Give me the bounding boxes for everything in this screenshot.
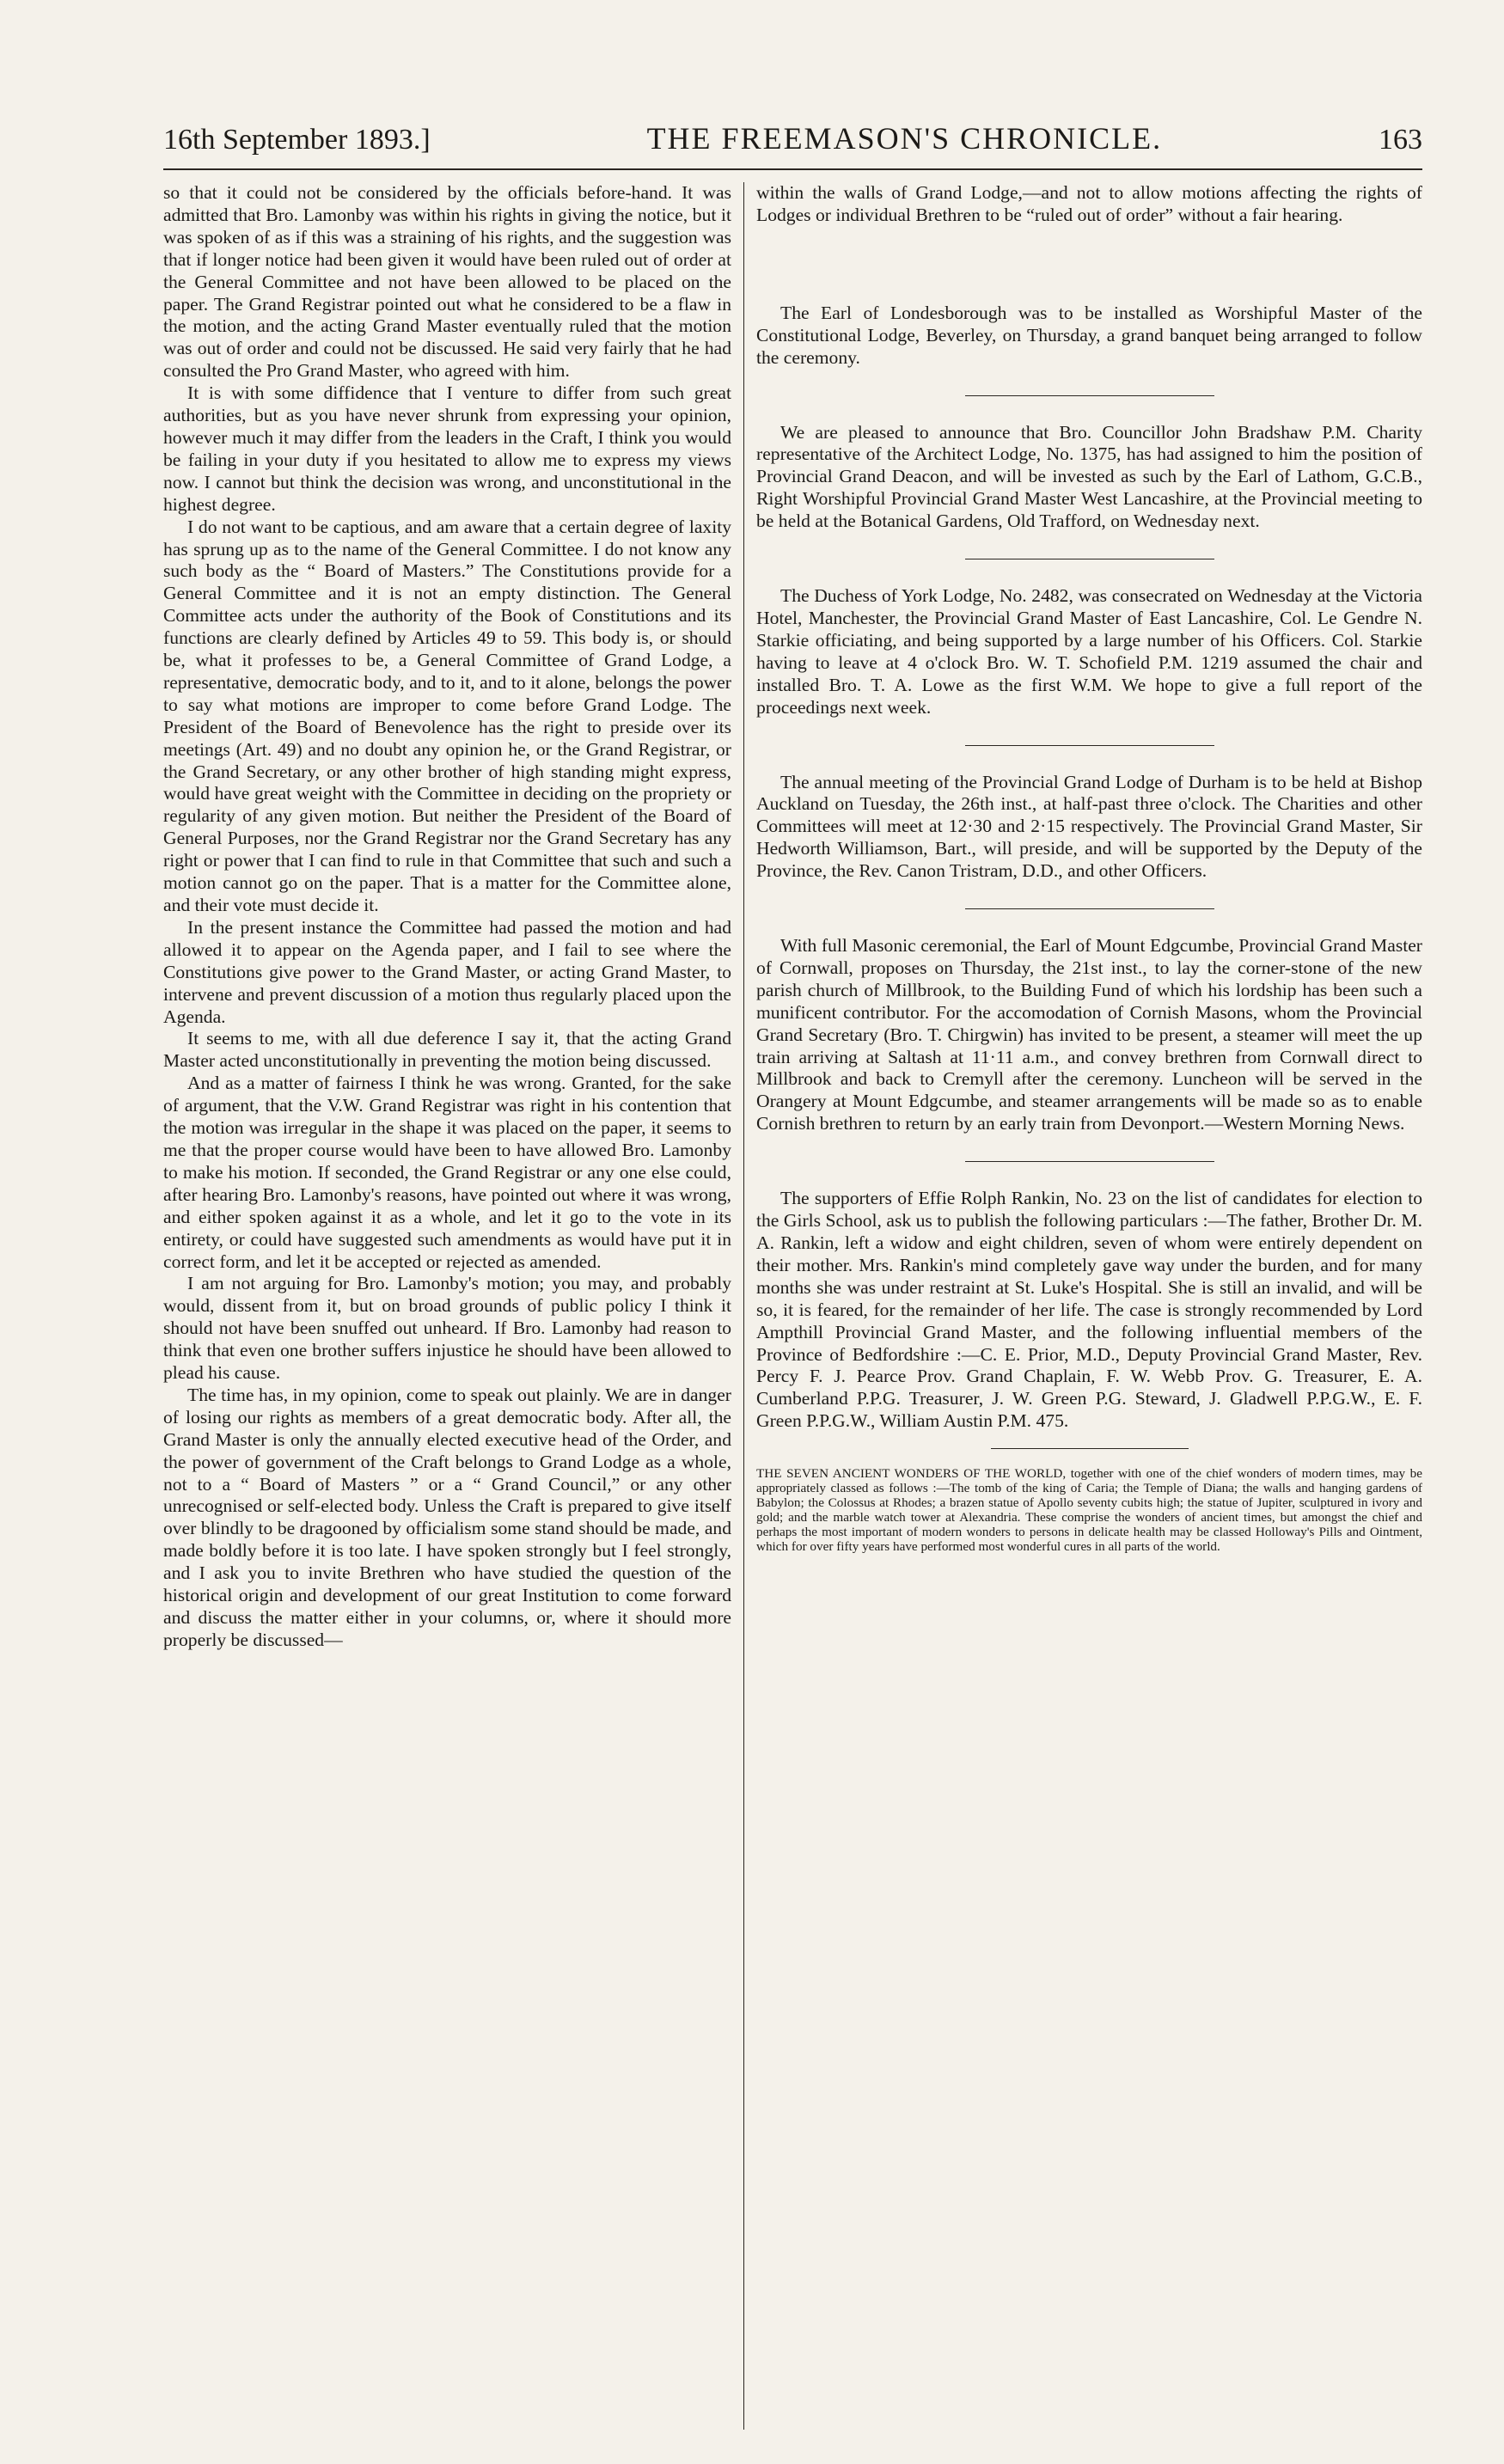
right-column [744,182,1422,2430]
section-rule [991,1448,1189,1449]
page-header [163,120,1422,172]
news-item: The Earl of Londesborough was to be installed as Worshipful Master of the Constitutional Lodge, Beverley, on Thursday, a grand banquet being arranged to follow the ceremony. [756,302,1422,368]
left-paragraph: I am not arguing for Bro. Lamonby's motion; you may, and probably would, dissent from it, but on broad grounds of public policy I think it should not have been snuffed out unheard. If Bro. Lamonby had reason to think that even one brother suffers injustice he should have been allowed to plead his cause. [163,1273,731,1384]
columns [163,182,1422,2430]
left-paragraph: And as a matter of fairness I think he was wrong. Granted, for the sake of argument, that the V.W. Grand Registrar was right in his contention that the motion was irregular in the shape it was placed on the paper, it seems to me that the proper course would have been to have allowed Bro. Lamonby to make his motion. If seconded, the Grand Registrar or any one else could, after hearing Bro. Lamonby's reasons, have pointed out where it was wrong, and either spoken against it as a whole, and let it go to the vote in its entirety, or could have suggested such amendments as would have put it in correct form, and let it be accepted or rejected as amended. [163,1073,731,1272]
header-rule [163,168,1422,170]
section-rule [965,745,1214,746]
section-rule [965,1161,1214,1162]
left-column [163,182,743,2430]
news-item: We are pleased to announce that Bro. Councillor John Bradshaw P.M. Charity representative of the Architect Lodge, No. 1375, has had assigned to him the position of Provincial Grand Deacon, and will be invested as such by the Earl of Lathom, G.C.B., Right Worshipful Provincial Grand Master West Lancashire, at the Provincial meeting to be held at the Botanical Gardens, Old Trafford, on Wednesday next. [756,421,1422,532]
left-paragraph: so that it could not be considered by the officials before-hand. It was admitted that Bro. Lamonby was within his rights in giving the notice, but it was spoken of as if this was a straining of his rights, and the suggestion was that if longer notice had been given it would have been ruled out of order at the General Committee and not have been allowed to be placed on the paper. The Grand Registrar pointed out what he considered to be a flaw in the motion, and the acting Grand Master eventually ruled that the motion was out of order and could not be discussed. He said very fairly that he had consulted the Pro Grand Master, who agreed with him. [163,182,731,382]
section-rule [965,395,1214,396]
left-paragraph: It is with some diffidence that I venture to differ from such great authorities, but as you have never shrunk from expressing your opinion, however much it may differ from the leaders in the Craft, I think you would be failing in your duty if you hesitated to allow me to express my views now. I cannot but think the decision was wrong, and unconstitutional in the highest degree. [163,382,731,515]
left-paragraph: I do not want to be captious, and am aware that a certain degree of laxity has sprung up as to the name of the General Committee. I do not know any such body as the “ Board of Masters.” The Constitutions provide for a General Committee and it is not an empty distinction. The General Committee acts under the authority of the Book of Constitutions and its functions are clearly defined by Articles 49 to 59. This body is, or should be, what it professes to be, a General Committee of Grand Lodge, a representative, democratic body, and to it, and to it alone, belongs the power to say what motions are improper to come before Grand Lodge. The President of the Board of Benevolence has the right to preside over its meetings (Art. 49) and no doubt any opinion he, or the Grand Registrar, or the Grand Secretary, or any other brother of high standing might express, would have great weight with the Committee in deciding on the propriety or regularity of any given motion. But neither the President of the Board of General Purposes, nor the Grand Registrar nor the Grand Secretary has any right or power that I can find to rule in that Committee that such and such a motion cannot go on the paper. That is a matter for the Committee alone, and their vote must decide it. [163,516,731,915]
page-number: 163 [1378,124,1422,156]
left-paragraph: It seems to me, with all due deference I say it, that the acting Grand Master acted unconstitutionally in preventing the motion being discussed. [163,1028,731,1072]
news-item: With full Masonic ceremonial, the Earl of Mount Edgcumbe, Provincial Grand Master of Cornwall, proposes on Thursday, the 21st inst., to lay the corner-stone of the new parish church of Millbrook, to the Building Fund of which his lordship has been such a munificent contributor. For the accomodation of Cornish Masons, whom the Provincial Grand Secretary (Bro. T. Chirgwin) has invited to be present, a steamer will meet the up train arriving at Saltash at 11·11 a.m., and convey brethren from Cornwall direct to Millbrook and back to Cremyll after the ceremony. Luncheon will be served in the Orangery at Mount Edgcumbe, and steamer arrangements will be made so as to enable Cornish brethren to return by an early train from Devonport.—Western Morning News. [756,935,1422,1134]
continuation-paragraph: within the walls of Grand Lodge,—and not to allow motions affecting the rights of Lodges or individual Brethren to be “ruled out of order” without a fair hearing. [756,182,1422,225]
news-item: The annual meeting of the Provincial Grand Lodge of Durham is to be held at Bishop Auckland on Tuesday, the 26th inst., at half-past three o'clock. The Charities and other Committees will meet at 12·30 and 2·15 respectively. The Provincial Grand Master, Sir Hedworth Williamson, Bart., will preside, and will be supported by the Deputy of the Province, the Rev. Canon Tristram, D.D., and other Officers. [756,771,1422,882]
publication-title: THE FREEMASON'S CHRONICLE. [646,121,1163,156]
left-paragraph: The time has, in my opinion, come to speak out plainly. We are in danger of losing our rights as members of a great democratic body. After all, the Grand Master is only the annually elected executive head of the Order, and the power of government of the Craft belongs to Grand Lodge as a whole, not to a “ Board of Masters ” or a “ Grand Council,” or any other unrecognised or self-elected body. Unless the Craft is prepared to give itself over blindly to be dragooned by officialism some stand should be made, and made boldly before it is too late. I have spoken strongly but I feel strongly, and I ask you to invite Brethren who have studied the question of the historical origin and development of our great Institution to come forward and discuss the matter either in your columns, or, where it should more properly be discussed— [163,1384,731,1650]
news-item: The supporters of Effie Rolph Rankin, No. 23 on the list of candidates for election to the Girls School, ask us to publish the following particulars :—The father, Brother Dr. M. A. Rankin, left a widow and eight children, seven of whom were entirely dependent on their mother. Mrs. Rankin's mind completely gave way under the burden, and for many months she was under restraint at St. Luke's Hospital. She is still an invalid, and will be so, it is feared, for the remainder of her life. The case is strongly recommended by Lord Ampthill Provincial Grand Master, and the following influential members of the Province of Bedfordshire :—C. E. Prior, M.D., Deputy Provincial Grand Master, Rev. Percy F. J. Pearce Prov. Grand Chaplain, F. W. Webb Prov. G. Treasurer, E. A. Cumberland P.P.G. Treasurer, J. W. Green P.G. Steward, J. Gladwell P.P.G.W., E. F. Green P.P.G.W., William Austin P.M. 475. [756,1188,1422,1432]
left-paragraph: In the present instance the Committee had passed the motion and had allowed it to appear on the Agenda paper, and I fail to see where the Constitutions give power to the Grand Master, or acting Grand Master, to intervene and prevent discussion of a motion thus regularly placed upon the Agenda. [163,916,731,1027]
advertisement: THE SEVEN ANCIENT WONDERS OF THE WORLD, together with one of the chief wonders of modern times, may be appropriately classed as follows :—The tomb of the king of Caria; the Temple of Diana; the walls and hanging gardens of Babylon; the Colossus at Rhodes; a brazen statue of Apollo seventy cubits high; the statue of Jupiter, sculptured in ivory and gold; and the marble watch tower at Alexandria. These comprise the wonders of ancient times, but amongst the chief and perhaps the most important of modern wonders to persons in delicate health may be classed Holloway's Pills and Ointment, which for over fifty years have performed most wonderful cures in all parts of the world. [756,1466,1422,1555]
section-rule [965,908,1214,909]
news-item: The Duchess of York Lodge, No. 2482, was consecrated on Wednesday at the Victoria Hotel, Manchester, the Provincial Grand Master of East Lancashire, Col. Le Gendre N. Starkie officiating, and being supported by a large number of his Officers. Col. Starkie having to leave at 4 o'clock Bro. W. T. Schofield P.M. 1219 assumed the chair and installed Bro. T. A. Lowe as the first W.M. We hope to give a full report of the proceedings next week. [756,585,1422,718]
issue-date: 16th September 1893.] [163,124,431,156]
blank-space [756,227,1422,303]
